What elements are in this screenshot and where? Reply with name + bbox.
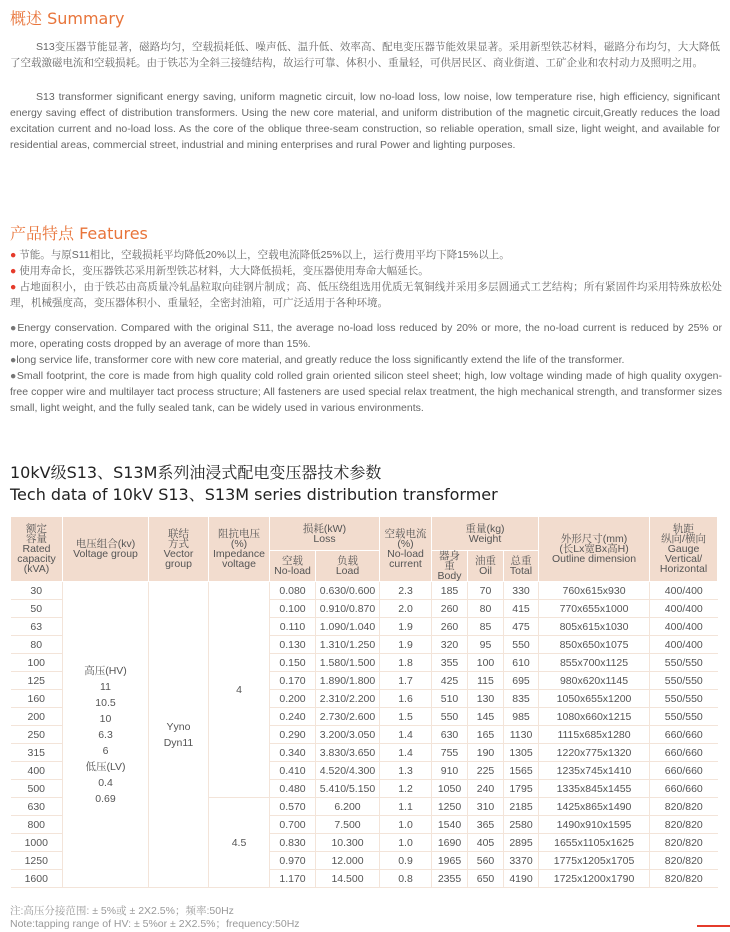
header-capacity: 额定 容量 Rated capacity (kVA) [11,517,63,582]
oil-weight-cell: 650 [468,870,504,888]
load-loss-cell: 3.200/3.050 [316,726,380,744]
oil-weight-cell: 560 [468,852,504,870]
load-loss-cell: 4.520/4.300 [316,762,380,780]
total-weight-cell: 610 [504,654,539,672]
total-weight-cell: 1795 [504,780,539,798]
total-weight-cell: 550 [504,636,539,654]
oil-weight-cell: 85 [468,618,504,636]
noload-loss-cell: 0.830 [270,834,316,852]
voltage-group-cell [63,582,149,888]
oil-weight-cell: 130 [468,690,504,708]
gauge-cell: 550/550 [650,672,718,690]
gauge-cell: 820/820 [650,870,718,888]
summary-cn-text: S13变压器节能显著，磁路均匀，空载损耗低、噪声低、温升低、效率高、配电变压器节能效果显著。采用新型铁芯材料，磁路分布均匀，大大降低了空载激磁电流和空载损耗。由于铁芯为全斜三接缝结构，故运行可靠、体积小、重量轻，可供居民区、商业街道、工矿企业和农村动力及照明之用。 [10,41,720,69]
capacity-cell: 80 [11,636,63,654]
voltage-group-line: 低压(LV) [85,760,126,773]
summary-title: 概述 Summary [10,9,125,28]
oil-weight-cell: 190 [468,744,504,762]
oil-weight-cell: 70 [468,582,504,600]
noload-loss-cell: 1.170 [270,870,316,888]
list-item: ●Energy conservation. Compared with the original S11, the average no-load loss reduced by 20% or more, the no-load current is reduced by 25% or more, operating costs dropped by an average of more than 15%. [10,322,722,350]
dimension-cell: 1725x1200x1790 [539,870,650,888]
header-weight-total: 总重 Total [504,551,539,582]
body-weight-cell: 630 [432,726,468,744]
noload-loss-cell: 0.170 [270,672,316,690]
bullet-icon: ● [10,281,17,293]
oil-weight-cell: 405 [468,834,504,852]
header-loss-noload: 空载 No-load [270,551,316,582]
voltage-group-line: 11 [100,680,111,693]
total-weight-cell: 835 [504,690,539,708]
gauge-cell: 400/400 [650,618,718,636]
noload-current-cell: 1.5 [380,708,432,726]
noload-current-cell: 1.2 [380,780,432,798]
gauge-cell: 660/660 [650,762,718,780]
noload-loss-cell: 0.970 [270,852,316,870]
body-weight-cell: 1250 [432,798,468,816]
note-cn: 注:高压分接范围: ± 5%或 ± 2X2.5%；频率:50Hz [10,905,234,917]
load-loss-cell: 12.000 [316,852,380,870]
voltage-group-line: 10 [99,712,112,725]
features-en-list [10,320,722,416]
header-loss: 损耗(kW) Loss [270,517,380,551]
dimension-cell: 855x700x1125 [539,654,650,672]
capacity-cell: 125 [11,672,63,690]
header-loss-load: 负载 Load [316,551,380,582]
voltage-group-line: 0.4 [98,776,113,789]
total-weight-cell: 1130 [504,726,539,744]
capacity-cell: 1600 [11,870,63,888]
gauge-cell: 820/820 [650,816,718,834]
noload-current-cell: 0.8 [380,870,432,888]
total-weight-cell: 1305 [504,744,539,762]
noload-loss-cell: 0.340 [270,744,316,762]
noload-current-cell: 1.0 [380,816,432,834]
dimension-cell: 770x655x1000 [539,600,650,618]
capacity-cell: 630 [11,798,63,816]
total-weight-cell: 4190 [504,870,539,888]
total-weight-cell: 2185 [504,798,539,816]
gauge-cell: 820/820 [650,834,718,852]
noload-loss-cell: 0.480 [270,780,316,798]
vector-group-cell [149,582,209,888]
noload-current-cell: 1.7 [380,672,432,690]
noload-loss-cell: 0.240 [270,708,316,726]
list-item: ● 节能。与原S11相比，空载损耗平均降低20%以上，空载电流降低25%以上，运行费用平均下降15%以上。 [10,249,510,261]
gauge-cell: 550/550 [650,690,718,708]
header-vector-group: 联结 方式 Vector group [149,517,209,582]
dimension-cell: 1490x910x1595 [539,816,650,834]
gauge-cell: 550/550 [650,654,718,672]
header-gauge: 轨距 纵向/横向 Gauge Vertical/ Horizontal [650,517,718,582]
dimension-cell: 850x650x1075 [539,636,650,654]
list-item: ●Small footprint, the core is made from high quality cold rolled grain oriented silicon steel sheet; high, low voltage winding made of high quality oxygen-free copper wire and multilayer tact process structure; All fasteners are used special relax treatment, the high mechanical strength, and transformer sizes small, light weight, and the fully sealed tank, can be widely used in various environments. [10,370,722,414]
capacity-cell: 160 [11,690,63,708]
dimension-cell: 1655x1105x1625 [539,834,650,852]
noload-current-cell: 1.0 [380,834,432,852]
oil-weight-cell: 365 [468,816,504,834]
noload-current-cell: 1.6 [380,690,432,708]
oil-weight-cell: 310 [468,798,504,816]
impedance-cell: 4.5 [209,798,270,888]
body-weight-cell: 1050 [432,780,468,798]
voltage-group-line: 6 [102,744,109,757]
total-weight-cell: 330 [504,582,539,600]
features-title: 产品特点 Features [10,224,148,243]
bullet-icon: ● [10,322,18,334]
load-loss-cell: 14.500 [316,870,380,888]
capacity-cell: 100 [11,654,63,672]
header-dimension: 外形尺寸(mm) (长Lx宽Bx高H) Outline dimension [539,517,650,582]
bullet-icon: ● [10,249,17,261]
noload-loss-cell: 0.700 [270,816,316,834]
body-weight-cell: 1965 [432,852,468,870]
noload-loss-cell: 0.200 [270,690,316,708]
total-weight-cell: 475 [504,618,539,636]
bullet-icon: ● [10,354,17,366]
gauge-cell: 660/660 [650,726,718,744]
dimension-cell: 1115x685x1280 [539,726,650,744]
tech-title-en: Tech data of 10kV S13、S13M series distribution transformer [10,485,498,504]
spec-table-body [11,582,718,888]
noload-current-cell: 1.3 [380,762,432,780]
oil-weight-cell: 145 [468,708,504,726]
body-weight-cell: 550 [432,708,468,726]
spec-table [10,516,718,888]
noload-loss-cell: 0.110 [270,618,316,636]
accent-line [697,925,730,927]
list-item: ●long service life, transformer core with new core material, and greatly reduce the loss significantly extend the life of the transformer. [10,354,625,366]
body-weight-cell: 1690 [432,834,468,852]
noload-loss-cell: 0.290 [270,726,316,744]
header-weight-oil: 油重 Oil [468,551,504,582]
dimension-cell: 760x615x930 [539,582,650,600]
features-cn-list [10,247,722,311]
capacity-cell: 50 [11,600,63,618]
capacity-cell: 500 [11,780,63,798]
table-row [11,582,718,600]
gauge-cell: 660/660 [650,744,718,762]
noload-loss-cell: 0.130 [270,636,316,654]
load-loss-cell: 7.500 [316,816,380,834]
load-loss-cell: 1.580/1.500 [316,654,380,672]
vector-group-line: Dyn11 [163,736,194,749]
gauge-cell: 400/400 [650,582,718,600]
noload-current-cell: 0.9 [380,852,432,870]
noload-current-cell: 1.4 [380,744,432,762]
noload-loss-cell: 0.100 [270,600,316,618]
load-loss-cell: 5.410/5.150 [316,780,380,798]
dimension-cell: 1775x1205x1705 [539,852,650,870]
load-loss-cell: 1.890/1.800 [316,672,380,690]
noload-current-cell: 1.4 [380,726,432,744]
noload-current-cell: 1.9 [380,636,432,654]
capacity-cell: 250 [11,726,63,744]
bullet-icon: ● [10,265,17,277]
capacity-cell: 1000 [11,834,63,852]
noload-loss-cell: 0.570 [270,798,316,816]
total-weight-cell: 2580 [504,816,539,834]
load-loss-cell: 6.200 [316,798,380,816]
oil-weight-cell: 165 [468,726,504,744]
load-loss-cell: 2.730/2.600 [316,708,380,726]
capacity-cell: 800 [11,816,63,834]
load-loss-cell: 0.910/0.870 [316,600,380,618]
load-loss-cell: 2.310/2.200 [316,690,380,708]
capacity-cell: 200 [11,708,63,726]
gauge-cell: 400/400 [650,600,718,618]
oil-weight-cell: 95 [468,636,504,654]
capacity-cell: 400 [11,762,63,780]
header-noload-current: 空载电流 (%) No-load current [380,517,432,582]
noload-current-cell: 2.0 [380,600,432,618]
capacity-cell: 63 [11,618,63,636]
capacity-cell: 315 [11,744,63,762]
dimension-cell: 1050x655x1200 [539,690,650,708]
vector-group-line: Yyno [166,720,191,733]
capacity-cell: 30 [11,582,63,600]
oil-weight-cell: 80 [468,600,504,618]
summary-en-text: S13 transformer significant energy saving, uniform magnetic circuit, low no-load loss, low noise, low temperature rise, high efficiency, significant energy saving effect of distribution transformers. Using the new core material, and uniform distribution of the magnetic circuit,Greatly reduces the load excitation current and no-load loss. As the core of the oblique three-seam construction, so reliable operation, small size, light weight, and available for residential areas, commercial street, industrial and mining enterprises and rural Power and lighting purposes. [10,91,720,151]
gauge-cell: 400/400 [650,636,718,654]
voltage-group-line: 10.5 [95,696,116,709]
body-weight-cell: 910 [432,762,468,780]
total-weight-cell: 415 [504,600,539,618]
list-item: ● 使用寿命长，变压器铁芯采用新型铁芯材料，大大降低损耗，变压器使用寿命大幅延长。 [10,265,429,277]
total-weight-cell: 1565 [504,762,539,780]
noload-loss-cell: 0.410 [270,762,316,780]
noload-loss-cell: 0.150 [270,654,316,672]
load-loss-cell: 3.830/3.650 [316,744,380,762]
body-weight-cell: 1540 [432,816,468,834]
gauge-cell: 550/550 [650,708,718,726]
body-weight-cell: 755 [432,744,468,762]
dimension-cell: 1235x745x1410 [539,762,650,780]
load-loss-cell: 0.630/0.600 [316,582,380,600]
body-weight-cell: 320 [432,636,468,654]
dimension-cell: 1080x660x1215 [539,708,650,726]
voltage-group-line: 高压(HV) [84,664,127,677]
voltage-group-line: 6.3 [98,728,113,741]
capacity-cell: 1250 [11,852,63,870]
load-loss-cell: 10.300 [316,834,380,852]
dimension-cell: 805x615x1030 [539,618,650,636]
header-weight: 重量(kg) Weight [432,517,539,551]
total-weight-cell: 3370 [504,852,539,870]
voltage-group-line: 0.69 [95,792,116,805]
total-weight-cell: 2895 [504,834,539,852]
header-weight-body: 器身重 Body [432,551,468,582]
load-loss-cell: 1.090/1.040 [316,618,380,636]
body-weight-cell: 510 [432,690,468,708]
body-weight-cell: 425 [432,672,468,690]
body-weight-cell: 355 [432,654,468,672]
gauge-cell: 660/660 [650,780,718,798]
tech-title-cn: 10kV级S13、S13M系列油浸式配电变压器技术参数 [10,463,382,482]
body-weight-cell: 260 [432,600,468,618]
header-voltage-group: 电压组合(kv) Voltage group [63,517,149,582]
dimension-cell: 1335x845x1455 [539,780,650,798]
oil-weight-cell: 225 [468,762,504,780]
load-loss-cell: 1.310/1.250 [316,636,380,654]
total-weight-cell: 695 [504,672,539,690]
gauge-cell: 820/820 [650,798,718,816]
body-weight-cell: 2355 [432,870,468,888]
dimension-cell: 1425x865x1490 [539,798,650,816]
body-weight-cell: 260 [432,618,468,636]
impedance-cell: 4 [209,582,270,798]
total-weight-cell: 985 [504,708,539,726]
header-impedance: 阻抗电压 (%) Impedance voltage [209,517,270,582]
noload-current-cell: 2.3 [380,582,432,600]
gauge-cell: 820/820 [650,852,718,870]
note-en: Note:tapping range of HV: ± 5%or ± 2X2.5%；frequency:50Hz [10,918,300,930]
noload-current-cell: 1.1 [380,798,432,816]
dimension-cell: 980x620x1145 [539,672,650,690]
oil-weight-cell: 115 [468,672,504,690]
body-weight-cell: 185 [432,582,468,600]
dimension-cell: 1220x775x1320 [539,744,650,762]
bullet-icon: ● [10,370,17,382]
noload-current-cell: 1.8 [380,654,432,672]
list-item: ● 占地面积小，由于铁芯由高质量冷轧晶粒取向硅钢片制成；高、低压绕组选用优质无氧铜线并采用多层圆通式工艺结构；所有紧固件均采用特殊放松处理，机械强度高，变压器体积小、重量轻，全密封油箱，可广泛适用于各种环境。 [10,281,723,309]
noload-loss-cell: 0.080 [270,582,316,600]
oil-weight-cell: 240 [468,780,504,798]
noload-current-cell: 1.9 [380,618,432,636]
oil-weight-cell: 100 [468,654,504,672]
